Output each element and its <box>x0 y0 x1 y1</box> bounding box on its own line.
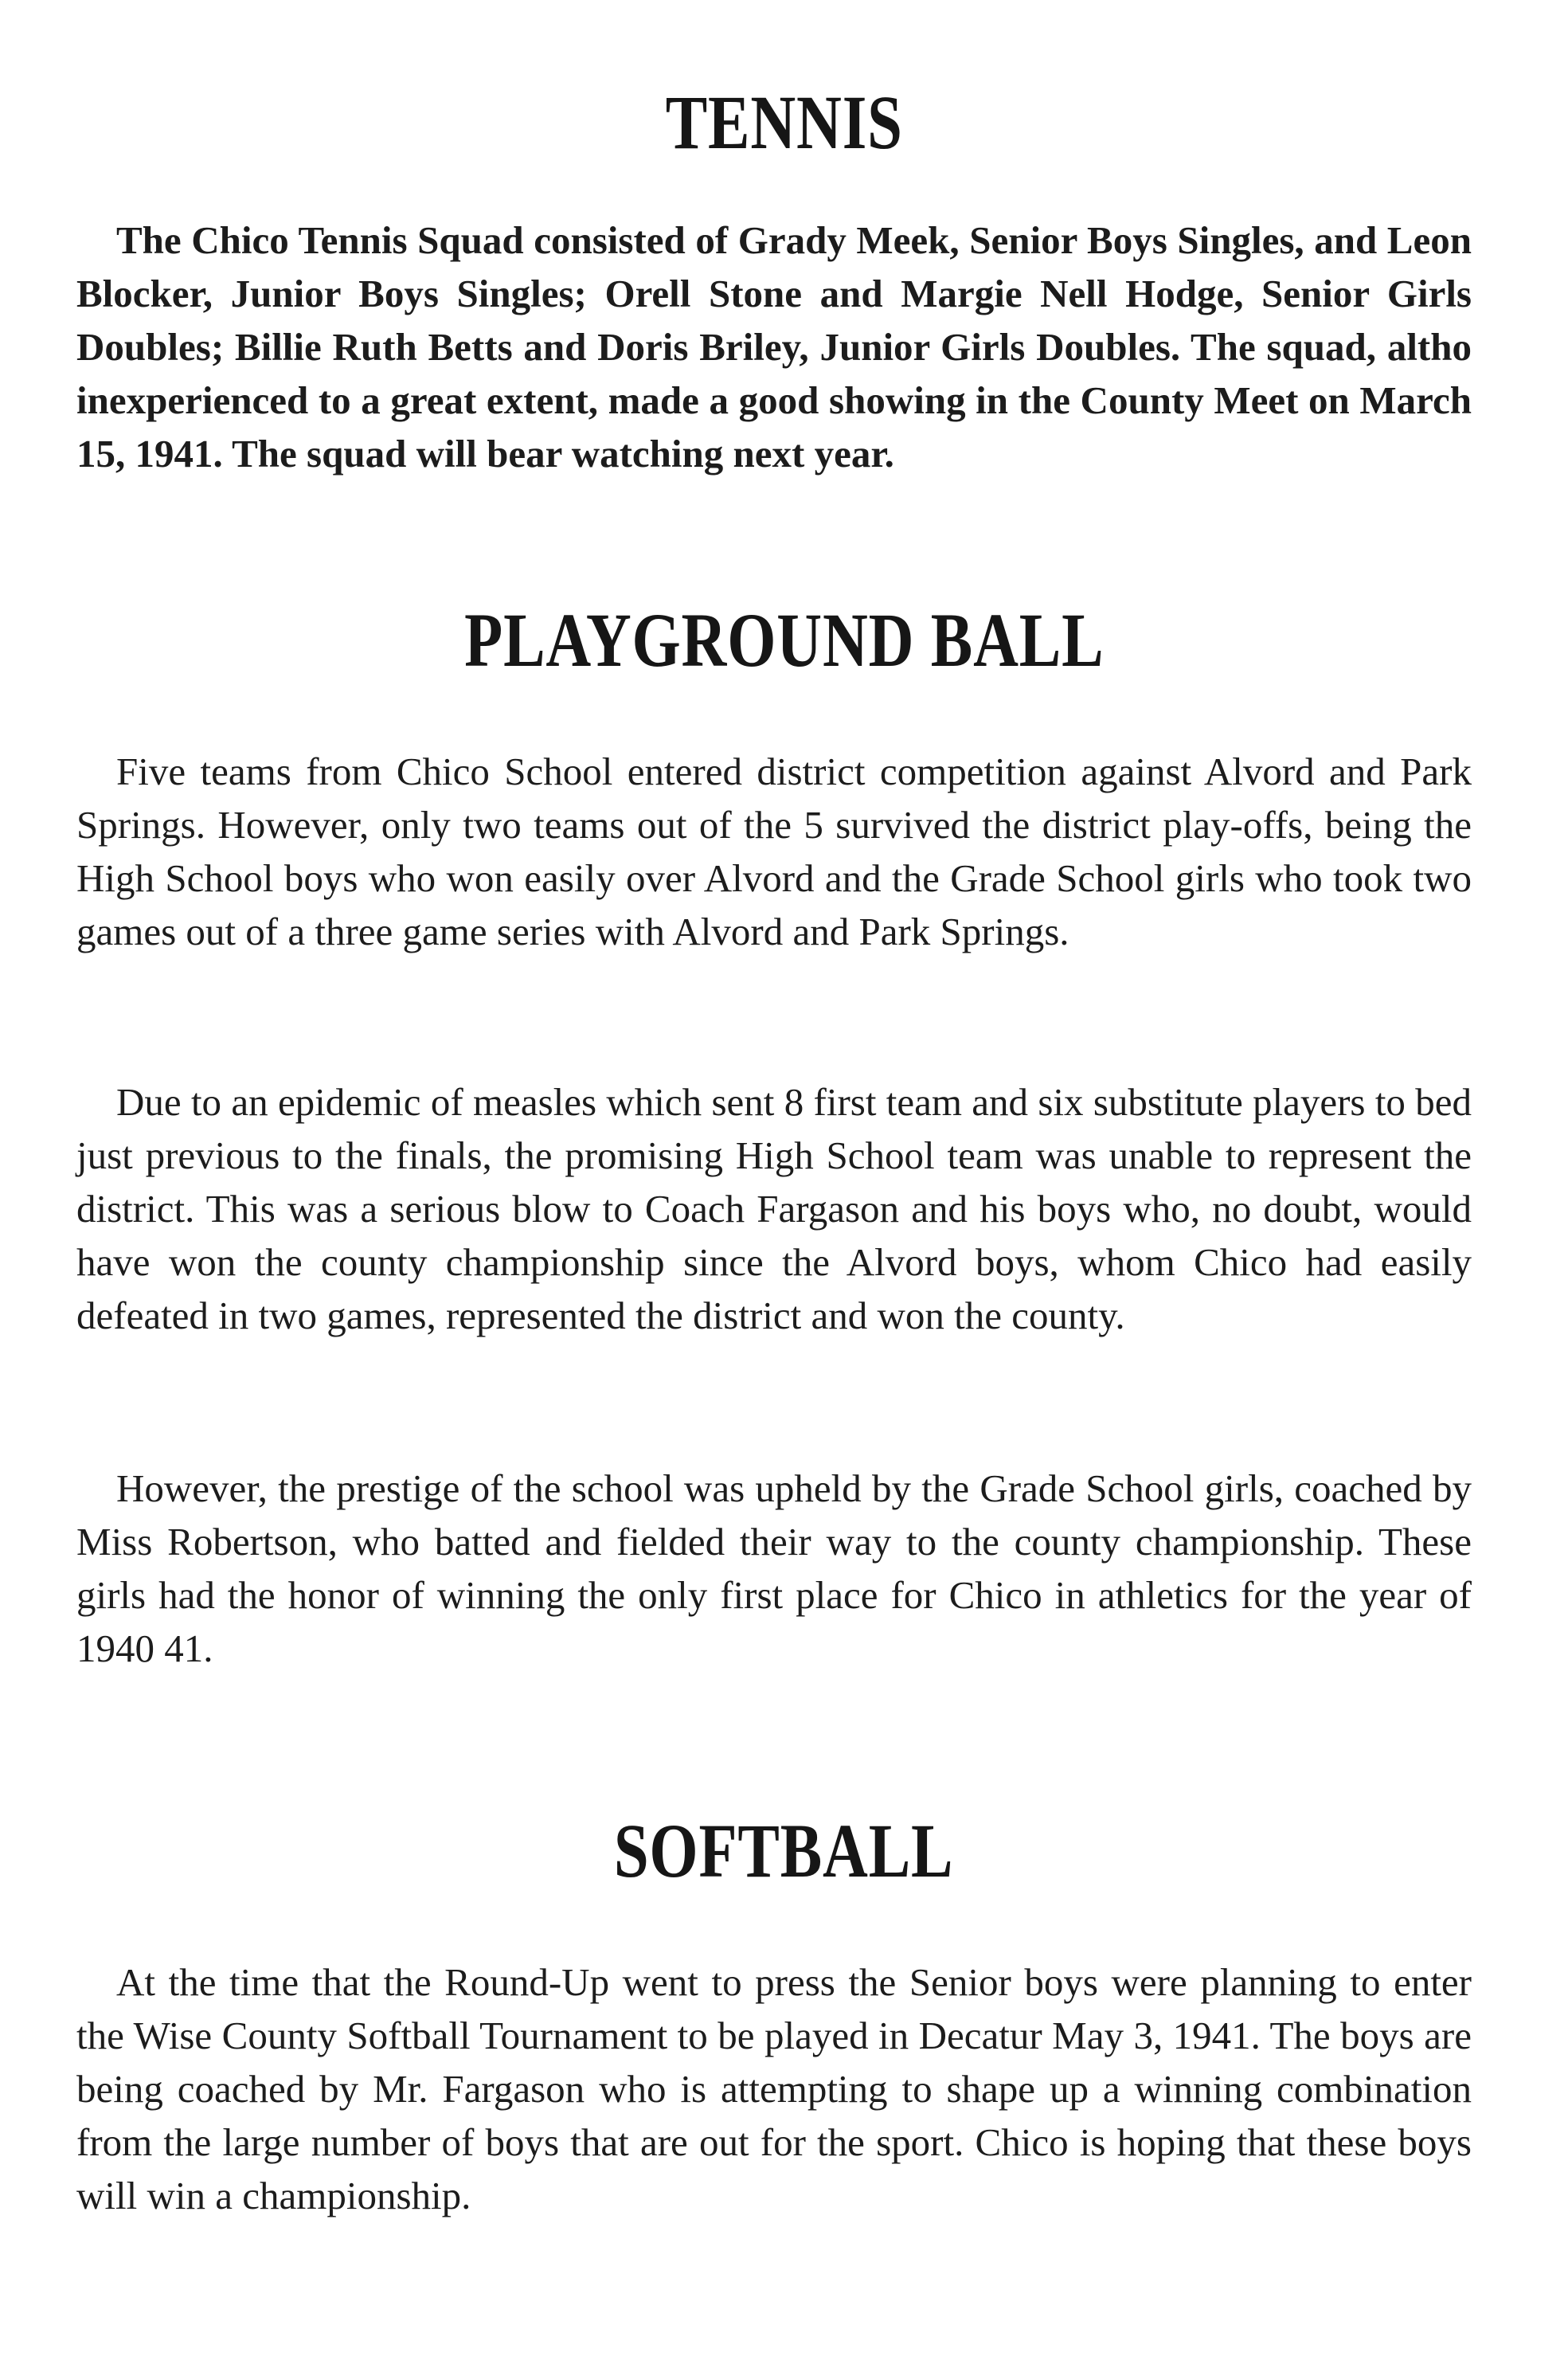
softball-paragraph: At the time that the Round-Up went to press the Senior boys were planning to enter the Wise County Softball Tournament to be played in Decatur May 3, 1941. The boys are being coached by Mr. Fargason who is attempting to shape up a winning combination from the large number of boys that are out for the sport. Chico is hoping that these boys will win a championship. <box>76 1960 1472 2217</box>
section-heading-softball <box>0 1806 1568 1895</box>
playground-ball-paragraph-1: Five teams from Chico School entered district competition against Alvord and Park Springs. However, only two teams out of the 5 survived the district play-offs, being the High School boys who won easily over Alvord and the Grade School girls who took two games out of a three game series with Alvord and Park Springs. <box>76 750 1472 953</box>
heading-text: SOFTBALL <box>614 1808 954 1893</box>
heading-text: PLAYGROUND BALL <box>463 597 1105 683</box>
tennis-paragraph: The Chico Tennis Squad consisted of Grady Meek, Senior Boys Singles, and Leon Blocker, Junior Boys Singles; Orell Stone and Margie Nell Hodge, Senior Girls Doubles; Billie Ruth Betts and Doris Briley, Junior Girls Doubles. The squad, altho inexperienced to a great extent, made a good showing in the County Meet on March 15, 1941. The squad will bear watching next year. <box>76 218 1472 476</box>
playground-ball-paragraph-3: However, the prestige of the school was upheld by the Grade School girls, coached by Miss Robertson, who batted and fielded their way to the county championship. These girls had the honor of winning the only first place for Chico in athletics for the year of 1940 41. <box>76 1466 1472 1670</box>
section-heading-playground-ball <box>0 596 1568 684</box>
section-heading-tennis <box>0 78 1568 166</box>
playground-ball-paragraph-2: Due to an epidemic of measles which sent 8 first team and six substitute players to bed just previous to the finals, the promising High School team was unable to represent the district. This was a serious blow to Coach Fargason and his boys who, no doubt, would have won the county championship since the Alvord boys, whom Chico had easily defeated in two games, represented the district and won the county. <box>76 1080 1472 1337</box>
heading-text: TENNIS <box>665 80 903 165</box>
